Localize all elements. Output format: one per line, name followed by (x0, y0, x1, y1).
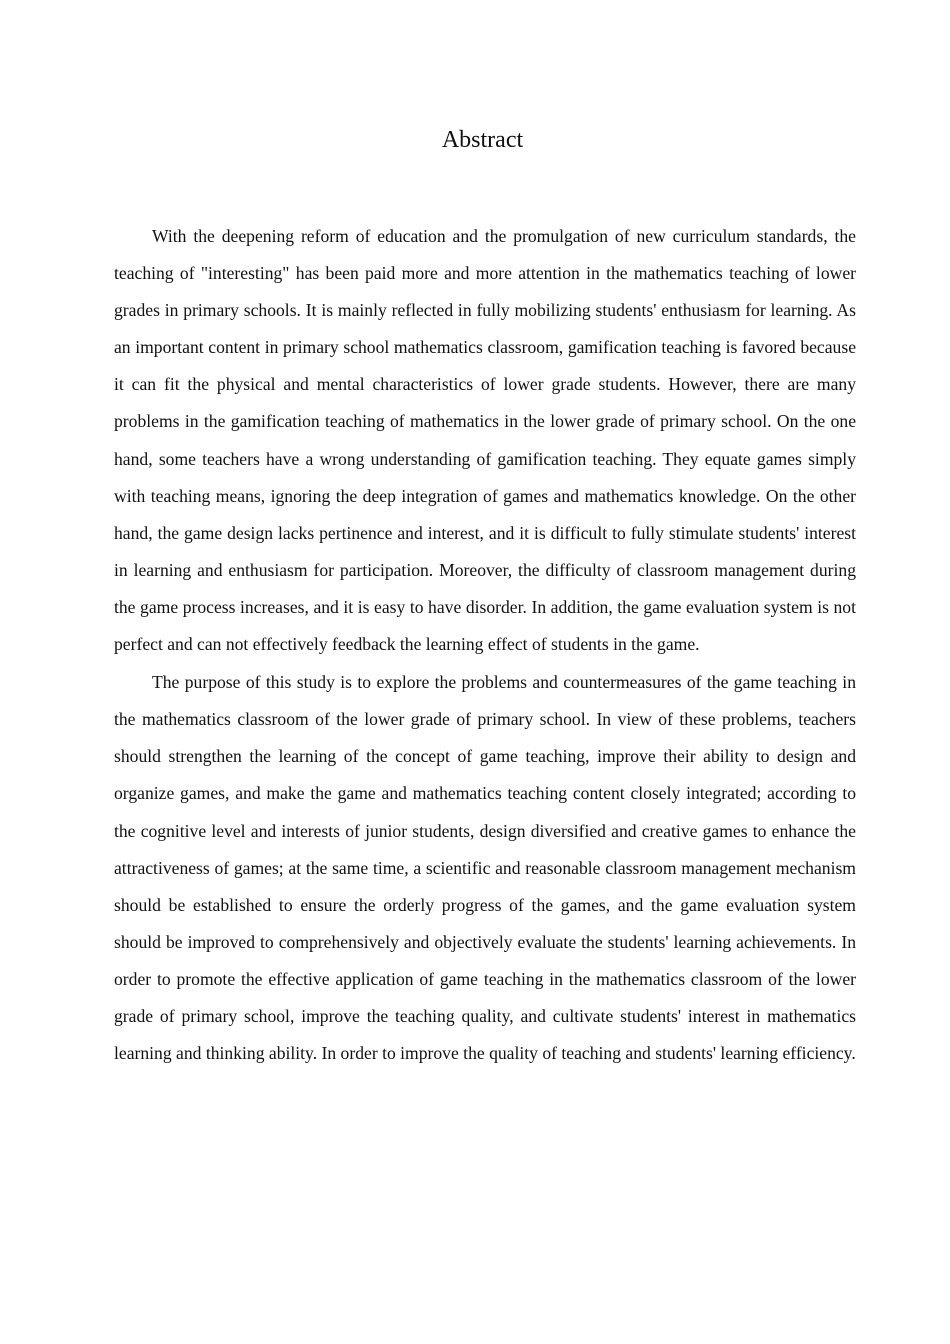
abstract-paragraph-1: With the deepening reform of education and the promulgation of new curriculum standards, the teaching of "interesting" has been paid more and more attention in the mathematics teaching of lower grades in primary schools. It is mainly reflected in fully mobilizing students' enthusiasm for learning. As an important content in primary school mathematics classroom, gamification teaching is favored because it can fit the physical and mental characteristics of lower grade students. However, there are many problems in the gamification teaching of mathematics in the lower grade of primary school. On the one hand, some teachers have a wrong understanding of gamification teaching. They equate games simply with teaching means, ignoring the deep integration of games and mathematics knowledge. On the other hand, the game design lacks pertinence and interest, and it is difficult to fully stimulate students' interest in learning and enthusiasm for participation. Moreover, the difficulty of classroom management during the game process increases, and it is easy to have disorder. In addition, the game evaluation system is not perfect and can not effectively feedback the learning effect of students in the game. (114, 226, 856, 655)
page-title: Abstract (441, 127, 524, 153)
abstract-paragraph-2: The purpose of this study is to explore the problems and countermeasures of the game teaching in the mathematics classroom of the lower grade of primary school. In view of these problems, teachers should strengthen the learning of the concept of game teaching, improve their ability to design and organize games, and make the game and mathematics teaching content closely integrated; according to the cognitive level and interests of junior students, design diversified and creative games to enhance the attractiveness of games; at the same time, a scientific and reasonable classroom management mechanism should be established to ensure the orderly progress of the games, and the game evaluation system should be improved to comprehensively and objectively evaluate the students' learning achievements. In order to promote the effective application of game teaching in the mathematics classroom of the lower grade of primary school, improve the teaching quality, and cultivate students' interest in mathematics learning and thinking ability. In order to improve the quality of teaching and students' learning efficiency. (114, 672, 856, 1064)
abstract-body (114, 218, 856, 1072)
